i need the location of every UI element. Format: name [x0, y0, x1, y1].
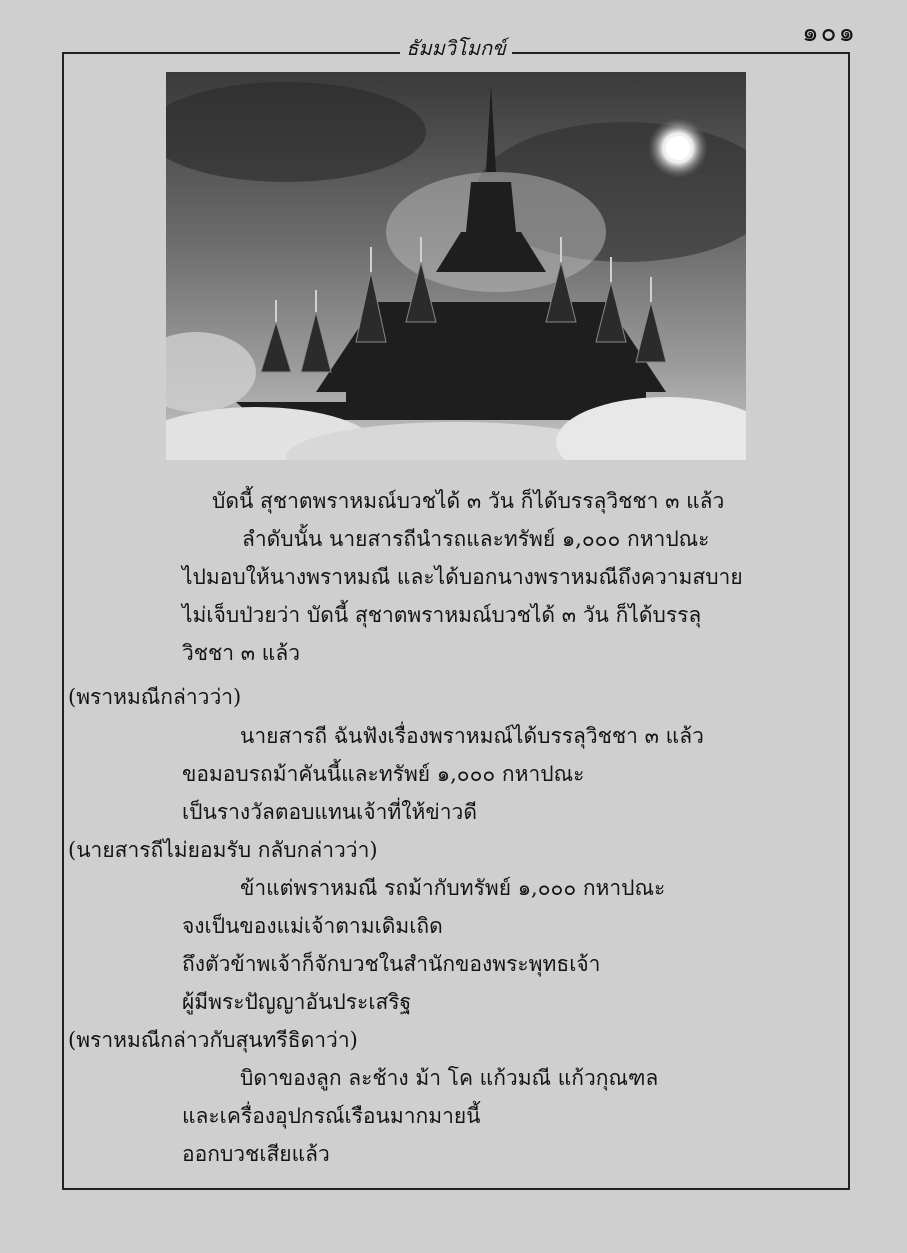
text-line: ขอมอบรถม้าคันนี้และทรัพย์ ๑,๐๐๐ กหาปณะ: [182, 762, 585, 786]
text-line: ไปมอบให้นางพราหมณี และได้บอกนางพราหมณีถึงความสบาย: [182, 565, 743, 589]
page-number: ๑๐๑: [802, 18, 857, 48]
text-line: ถึงตัวข้าพเจ้าก็จักบวชในสำนักของพระพุทธเจ้า: [182, 952, 601, 976]
text-line: จงเป็นของแม่เจ้าตามเดิมเถิด: [182, 914, 443, 938]
page-frame: [62, 36, 850, 1190]
text-line: เป็นรางวัลตอบแทนเจ้าที่ให้ข่าวดี: [182, 800, 477, 824]
running-head: ธัมมวิโมกข์: [64, 36, 848, 60]
text-line: ผู้มีพระปัญญาอันประเสริฐ: [182, 990, 412, 1014]
speaker-note: (นายสารถีไม่ยอมรับ กลับกล่าวว่า): [68, 838, 378, 862]
body-text: [64, 54, 848, 1188]
text-line: วิชชา ๓ แล้ว: [182, 641, 300, 665]
text-line: บิดาของลูก ละช้าง ม้า โค แก้วมณี แก้วกุณฑล: [240, 1066, 659, 1090]
speaker-note: (พราหมณีกล่าวกับสุนทรีธิดาว่า): [68, 1028, 358, 1052]
text-line: นายสารถี ฉันฟังเรื่องพราหมณ์ได้บรรลุวิชชา ๓ แล้ว: [240, 724, 704, 748]
text-line: ออกบวชเสียแล้ว: [182, 1142, 330, 1166]
text-line: บัดนี้ สุชาตพราหมณ์บวชได้ ๓ วัน ก็ได้บรรลุวิชชา ๓ แล้ว: [212, 489, 725, 513]
text-line: ลำดับนั้น นายสารถีนำรถและทรัพย์ ๑,๐๐๐ กหาปณะ: [242, 527, 710, 551]
text-line: และเครื่องอุปกรณ์เรือนมากมายนี้: [182, 1104, 481, 1128]
speaker-note: (พราหมณีกล่าวว่า): [68, 685, 242, 709]
text-line: ข้าแต่พราหมณี รถม้ากับทรัพย์ ๑,๐๐๐ กหาปณะ: [240, 876, 666, 900]
text-line: ไม่เจ็บป่วยว่า บัดนี้ สุชาตพราหมณ์บวชได้ ๓ วัน ก็ได้บรรลุ: [182, 603, 702, 627]
